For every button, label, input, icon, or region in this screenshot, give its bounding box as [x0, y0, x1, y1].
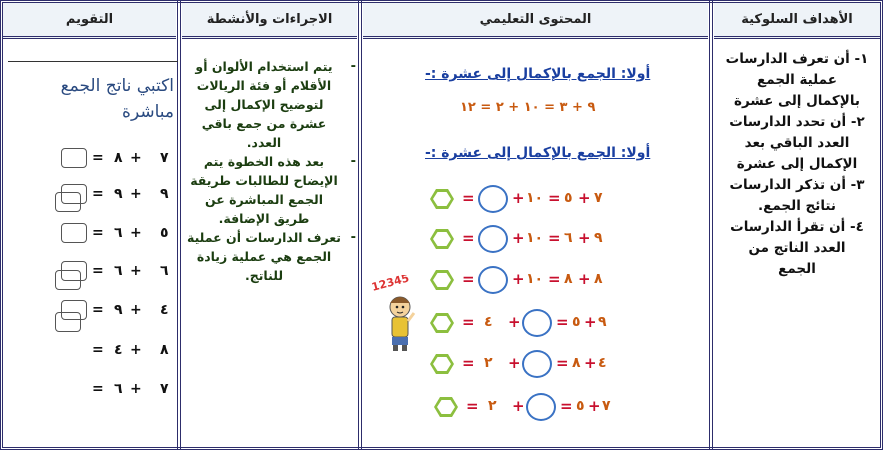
addend-b: ٦	[564, 230, 573, 246]
equals-sign: =	[92, 263, 104, 279]
equals-sign: =	[548, 189, 561, 207]
plus-sign: +	[512, 229, 525, 247]
equals-sign: =	[92, 225, 104, 241]
plus-sign: +	[130, 342, 142, 358]
header-procedures: الاجراءات والأنشطة	[182, 3, 357, 39]
exercise-row	[430, 266, 620, 294]
addend-a: ٤	[160, 302, 169, 318]
plus-sign: +	[512, 189, 525, 207]
plus-sign: +	[130, 225, 142, 241]
objective-line: الإكمال إلى عشرة	[736, 156, 858, 172]
equals-sign: =	[92, 342, 104, 358]
addend-a: ٨	[160, 342, 169, 358]
ten-value: ١٠	[526, 230, 544, 246]
plus-sign: +	[578, 229, 591, 247]
answer-hexagon[interactable]	[430, 354, 454, 374]
evaluation-row	[56, 379, 176, 401]
equals-sign: =	[462, 270, 475, 288]
answer-circle[interactable]	[478, 225, 508, 253]
procedure-item	[186, 228, 356, 285]
addend-a: ٥	[160, 225, 169, 241]
plus-sign: +	[130, 186, 142, 202]
thinking-child-illustration	[370, 275, 432, 355]
evaluation-row	[56, 223, 176, 245]
answer-box[interactable]	[55, 312, 81, 332]
objective-line: ٣- أن تذكر الدارسات	[729, 177, 865, 193]
equals-sign: =	[92, 186, 104, 202]
column-divider	[709, 0, 713, 450]
header-objectives: الأهداف السلوكية	[714, 3, 880, 39]
equals-sign: =	[556, 313, 569, 331]
answer-circle[interactable]	[478, 266, 508, 294]
answer-circle[interactable]	[522, 309, 552, 337]
content-title-2: أولا: الجمع بالإكمال إلى عشرة :-	[425, 145, 651, 161]
equals-sign: =	[462, 354, 475, 372]
column-divider	[177, 0, 181, 450]
plus-sign: +	[578, 189, 591, 207]
addend-b: ٥	[572, 314, 581, 330]
addend-a: ٦	[160, 263, 169, 279]
evaluation-title: اكتبي ناتج الجمع مباشرة	[60, 76, 174, 122]
addend-b: ٦	[114, 263, 123, 279]
procedure-text: تعرف الدارسات أن عملية الجمع هي عملية زيادة للناتج.	[187, 230, 341, 283]
plus-sign: +	[584, 313, 597, 331]
equals-sign: =	[462, 313, 475, 331]
procedure-text: يتم استخدام الألوان أو الأقلام أو فئة الريالات لتوضيح الإكمال إلى عشرة من جمع باقي العدد.	[195, 59, 333, 150]
equals-sign: =	[548, 270, 561, 288]
plus-sign: +	[130, 150, 142, 166]
procedure-text: بعد هذه الخطوة يتم الإيضاح للطالبات طريقة الجمع المباشرة عن طريق الإضافة.	[190, 154, 338, 226]
equals-sign: =	[462, 189, 475, 207]
plus-sign: +	[512, 270, 525, 288]
plus-sign: +	[578, 270, 591, 288]
objectives-column	[717, 43, 877, 447]
addend-a: ٧	[602, 398, 611, 414]
addend-b: ٥	[564, 190, 573, 206]
evaluation-row	[56, 340, 176, 362]
addend-b: ٩	[114, 186, 123, 202]
objective-line: الجمع	[778, 261, 816, 277]
equals-sign: =	[560, 397, 573, 415]
content-title-1: أولا: الجمع بالإكمال إلى عشرة :-	[425, 66, 651, 82]
equals-sign: =	[92, 302, 104, 318]
column-divider	[358, 0, 362, 450]
bullet-dash: -	[350, 230, 356, 245]
plus-sign: +	[130, 263, 142, 279]
addend-a: ٨	[594, 271, 603, 287]
exercise-row	[430, 309, 620, 337]
answer-line	[8, 61, 178, 62]
equals-sign: =	[548, 229, 561, 247]
ten-value: ١٠	[526, 190, 544, 206]
equals-sign: =	[462, 229, 475, 247]
figure-digits: 12345	[370, 275, 411, 294]
objective-line: ١- أن تعرف الدارسات	[725, 51, 869, 67]
answer-hexagon[interactable]	[434, 397, 458, 417]
given-value: ٢	[484, 355, 493, 371]
given-value: ٤	[484, 314, 493, 330]
objective-line: ٤- أن تقرأ الدارسات	[730, 219, 864, 235]
addend-b: ٨	[564, 271, 573, 287]
equals-sign: =	[92, 381, 104, 397]
addend-a: ٩	[594, 230, 603, 246]
addend-a: ٩	[160, 186, 169, 202]
addend-b: ٨	[572, 355, 581, 371]
equals-sign: =	[92, 150, 104, 166]
answer-hexagon[interactable]	[430, 229, 454, 249]
plus-sign: +	[508, 354, 521, 372]
equals-sign: =	[556, 354, 569, 372]
objective-line: ٢- أن تحدد الدارسات	[729, 114, 865, 130]
objective-line: عملية الجمع	[757, 72, 837, 88]
exercise-row	[430, 225, 620, 253]
addend-b: ٥	[576, 398, 585, 414]
answer-hexagon[interactable]	[430, 189, 454, 209]
answer-box[interactable]	[61, 148, 87, 168]
procedure-item	[186, 152, 356, 228]
addend-a: ٧	[160, 150, 169, 166]
answer-circle[interactable]	[522, 350, 552, 378]
procedures-column	[186, 43, 356, 447]
answer-circle[interactable]	[478, 185, 508, 213]
answer-circle[interactable]	[526, 393, 556, 421]
procedure-item	[186, 57, 356, 152]
plus-sign: +	[588, 397, 601, 415]
addend-b: ٦	[114, 381, 123, 397]
objective-line: العدد الناتج من	[748, 240, 846, 256]
addend-a: ٧	[594, 190, 603, 206]
objective-line: بالإكمال إلى عشرة	[734, 93, 860, 109]
exercise-row	[430, 350, 620, 378]
evaluation-column	[6, 43, 176, 447]
ten-value: ١٠	[526, 271, 544, 287]
answer-hexagon[interactable]	[430, 313, 454, 333]
plus-sign: +	[512, 397, 525, 415]
objective-line: العدد الباقي بعد	[744, 135, 850, 151]
plus-sign: +	[584, 354, 597, 372]
answer-box[interactable]	[55, 270, 81, 290]
equals-sign: =	[466, 397, 479, 415]
plus-sign: +	[130, 302, 142, 318]
given-value: ٢	[488, 398, 497, 414]
header-evaluation: التقويم	[3, 3, 176, 39]
bullet-dash: -	[350, 154, 356, 169]
addend-a: ٩	[598, 314, 607, 330]
evaluation-row	[56, 148, 176, 170]
addend-a: ٧	[160, 381, 169, 397]
exercise-row	[434, 393, 624, 421]
answer-box[interactable]	[61, 223, 87, 243]
example-equation: ٩ + ٣ = ١٠ + ٢ = ١٢	[460, 100, 596, 115]
answer-box[interactable]	[55, 192, 81, 212]
addend-a: ٤	[598, 355, 607, 371]
answer-hexagon[interactable]	[430, 270, 454, 290]
addend-b: ٨	[114, 150, 123, 166]
objective-line: نتائج الجمع.	[758, 198, 836, 214]
exercise-row	[430, 185, 620, 213]
plus-sign: +	[508, 313, 521, 331]
header-content: المحتوى التعليمي	[363, 3, 708, 39]
bullet-dash: -	[350, 59, 356, 74]
addend-b: ٦	[114, 225, 123, 241]
plus-sign: +	[130, 381, 142, 397]
addend-b: ٤	[114, 342, 123, 358]
addend-b: ٩	[114, 302, 123, 318]
